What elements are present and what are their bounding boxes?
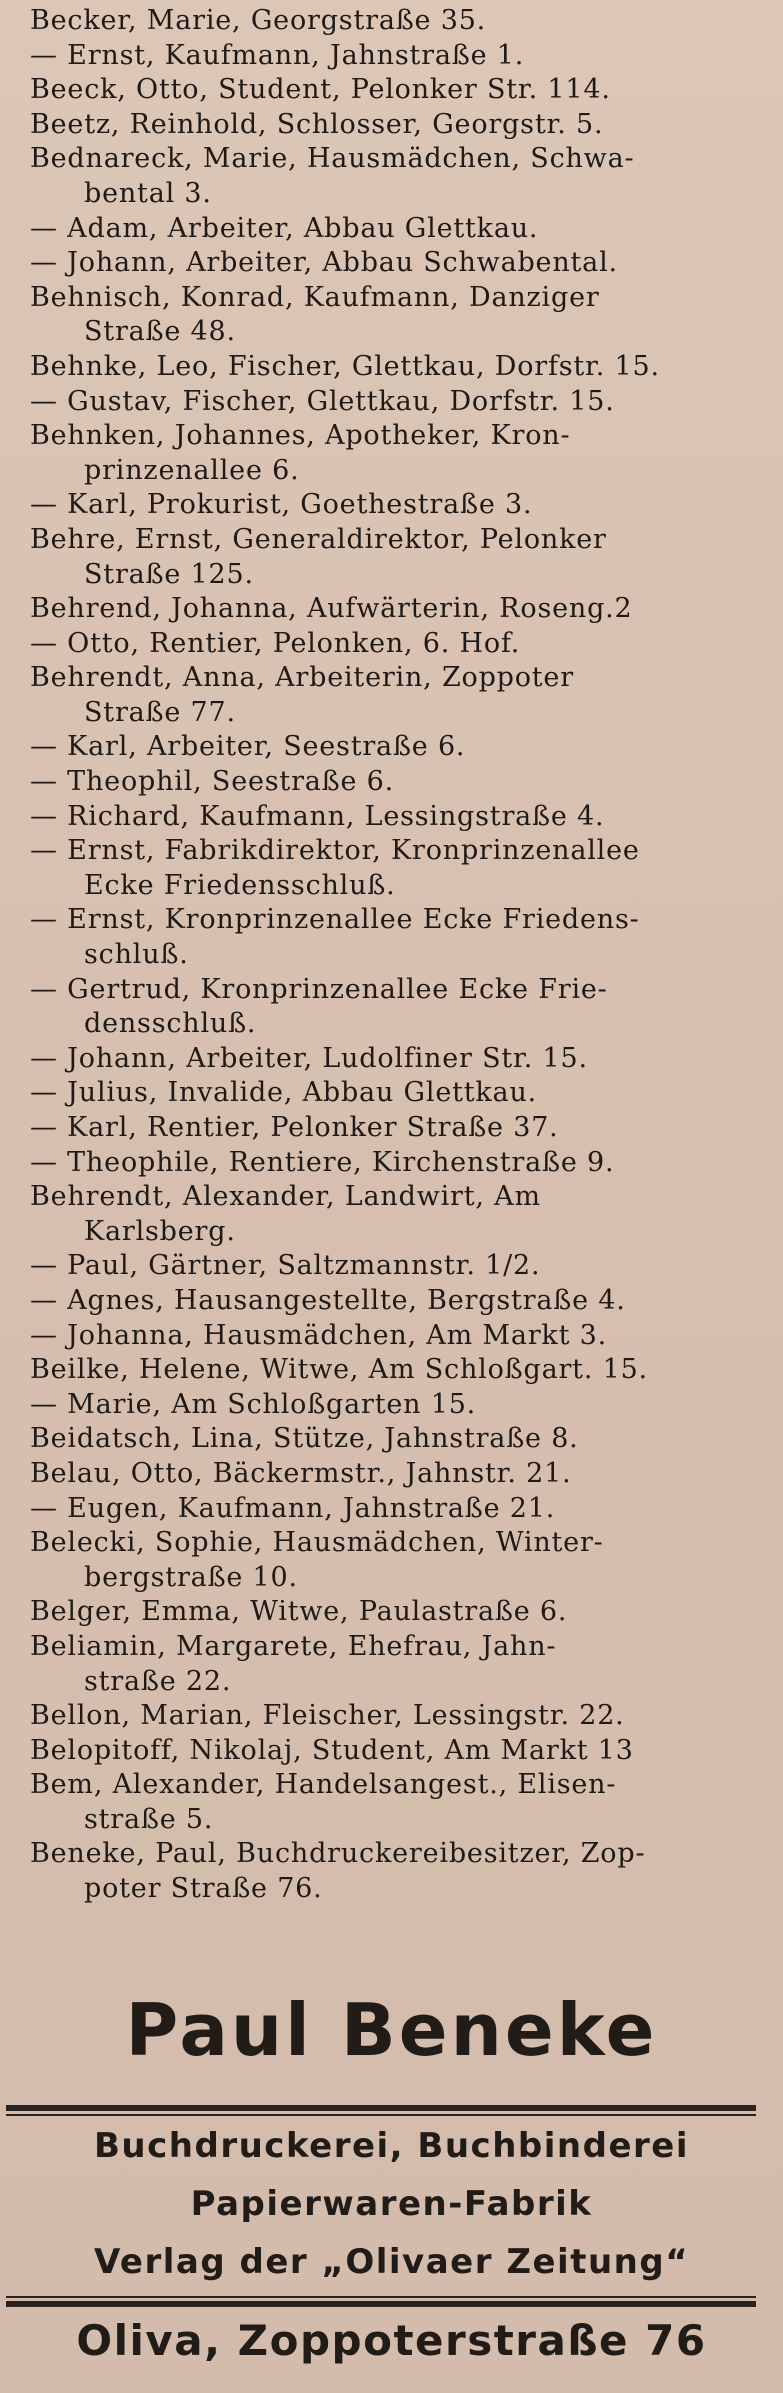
- entry-line: — Ernst, Fabrikdirektor, Kronprinzenallee: [30, 835, 640, 867]
- entry-line: — Adam, Arbeiter, Abbau Glettkau.: [30, 212, 539, 244]
- entry-line: Belger, Emma, Witwe, Paulastraße 6.: [30, 1596, 568, 1628]
- entry-line: — Marie, Am Schloßgarten 15.: [30, 1388, 477, 1420]
- entry-line: Behrendt, Alexander, Landwirt, Am: [30, 1181, 541, 1213]
- entry-line: Beeck, Otto, Student, Pelonker Str. 114.: [30, 74, 611, 106]
- entry-line: — Otto, Rentier, Pelonken, 6. Hof.: [30, 627, 521, 659]
- entry-line: Behre, Ernst, Generaldirektor, Pelonker: [30, 523, 607, 555]
- entry-continuation: Straße 48.: [84, 316, 236, 348]
- entry-line: — Gertrud, Kronprinzenallee Ecke Frie-: [30, 973, 608, 1005]
- entry-line: — Theophil, Seestraße 6.: [30, 766, 395, 798]
- entry-line: Behnke, Leo, Fischer, Glettkau, Dorfstr. 15.: [30, 350, 660, 382]
- entry-line: Bem, Alexander, Handelsangest., Elisen-: [30, 1769, 617, 1801]
- directory-entries: [30, 4, 762, 1907]
- entry-continuation: Karlsberg.: [84, 1215, 236, 1247]
- entry-line: Belau, Otto, Bäckermstr., Jahnstr. 21.: [30, 1457, 572, 1489]
- entry-line: — Ernst, Kaufmann, Jahnstraße 1.: [30, 39, 525, 71]
- entry-line: Belopitoff, Nikolaj, Student, Am Markt 13: [30, 1734, 634, 1766]
- entry-continuation: prinzenallee 6.: [84, 454, 300, 486]
- entry-line: Becker, Marie, Georgstraße 35.: [30, 5, 487, 36]
- entry-line: Bednareck, Marie, Hausmädchen, Schwa-: [30, 143, 635, 175]
- entry-line: Behnisch, Konrad, Kaufmann, Danziger: [30, 281, 600, 313]
- entry-line: Behnken, Johannes, Apotheker, Kron-: [30, 420, 571, 452]
- entry-line: — Agnes, Hausangestellte, Bergstraße 4.: [30, 1284, 626, 1316]
- ad-publisher-line: Verlag der „Olivaer Zeitung“: [93, 2242, 690, 2282]
- ad-address: Oliva, Zoppoterstraße 76: [76, 2316, 707, 2365]
- ad-services-line: Buchdruckerei, Buchbinderei: [94, 2126, 689, 2166]
- entry-line: — Julius, Invalide, Abbau Glettkau.: [30, 1077, 538, 1109]
- entry-continuation: densschluß.: [84, 1008, 257, 1040]
- entry-line: — Richard, Kaufmann, Lessingstraße 4.: [30, 800, 605, 832]
- entry-line: — Paul, Gärtner, Saltzmannstr. 1/2.: [30, 1250, 541, 1282]
- entry-continuation: schluß.: [84, 939, 189, 971]
- entry-continuation: Ecke Friedensschluß.: [84, 869, 396, 901]
- entry-continuation: bergstraße 10.: [84, 1561, 298, 1593]
- entry-line: Behrendt, Anna, Arbeiterin, Zoppoter: [30, 662, 574, 694]
- entry-line: — Gustav, Fischer, Glettkau, Dorfstr. 15.: [30, 385, 615, 417]
- entry-continuation: bental 3.: [84, 177, 212, 209]
- entry-line: — Johann, Arbeiter, Abbau Schwabental.: [30, 247, 618, 279]
- divider-thin: [6, 2296, 756, 2298]
- entry-continuation: straße 22.: [84, 1665, 232, 1697]
- entry-line: — Johann, Arbeiter, Ludolfiner Str. 15.: [30, 1042, 588, 1074]
- entry-line: — Eugen, Kaufmann, Jahnstraße 21.: [30, 1492, 556, 1524]
- ad-company-name: Paul Beneke: [125, 1988, 658, 2072]
- entry-line: Behrend, Johanna, Aufwärterin, Roseng.2: [30, 593, 633, 625]
- entry-line: Beidatsch, Lina, Stütze, Jahnstraße 8.: [30, 1423, 579, 1455]
- entry-line: Beetz, Reinhold, Schlosser, Georgstr. 5.: [30, 108, 604, 140]
- entry-line: — Karl, Rentier, Pelonker Straße 37.: [30, 1112, 559, 1143]
- entry-line: Beneke, Paul, Buchdruckereibesitzer, Zop-: [30, 1838, 646, 1870]
- entry-line: Bellon, Marian, Fleischer, Lessingstr. 22.: [30, 1700, 625, 1732]
- entry-continuation: Straße 125.: [84, 558, 254, 590]
- entry-line: — Karl, Prokurist, Goethestraße 3.: [30, 489, 533, 521]
- advertisement: [0, 1980, 783, 2393]
- entry-continuation: Straße 77.: [84, 696, 236, 728]
- entry-line: Belecki, Sophie, Hausmädchen, Winter-: [30, 1527, 604, 1559]
- ad-factory-line: Papierwaren-Fabrik: [190, 2184, 593, 2224]
- divider-thick: [6, 2301, 756, 2307]
- entry-line: — Johanna, Hausmädchen, Am Markt 3.: [30, 1319, 607, 1351]
- entry-continuation: poter Straße 76.: [84, 1873, 323, 1905]
- entry-line: — Karl, Arbeiter, Seestraße 6.: [30, 731, 466, 763]
- divider-thin: [6, 2114, 756, 2116]
- entry-line: Beilke, Helene, Witwe, Am Schloßgart. 15.: [30, 1354, 648, 1386]
- divider-thick: [6, 2105, 756, 2111]
- entry-line: Beliamin, Margarete, Ehefrau, Jahn-: [30, 1630, 557, 1662]
- entry-line: — Ernst, Kronprinzenallee Ecke Friedens-: [30, 904, 640, 936]
- entry-line: — Theophile, Rentiere, Kirchenstraße 9.: [30, 1146, 615, 1178]
- entry-continuation: straße 5.: [84, 1803, 214, 1835]
